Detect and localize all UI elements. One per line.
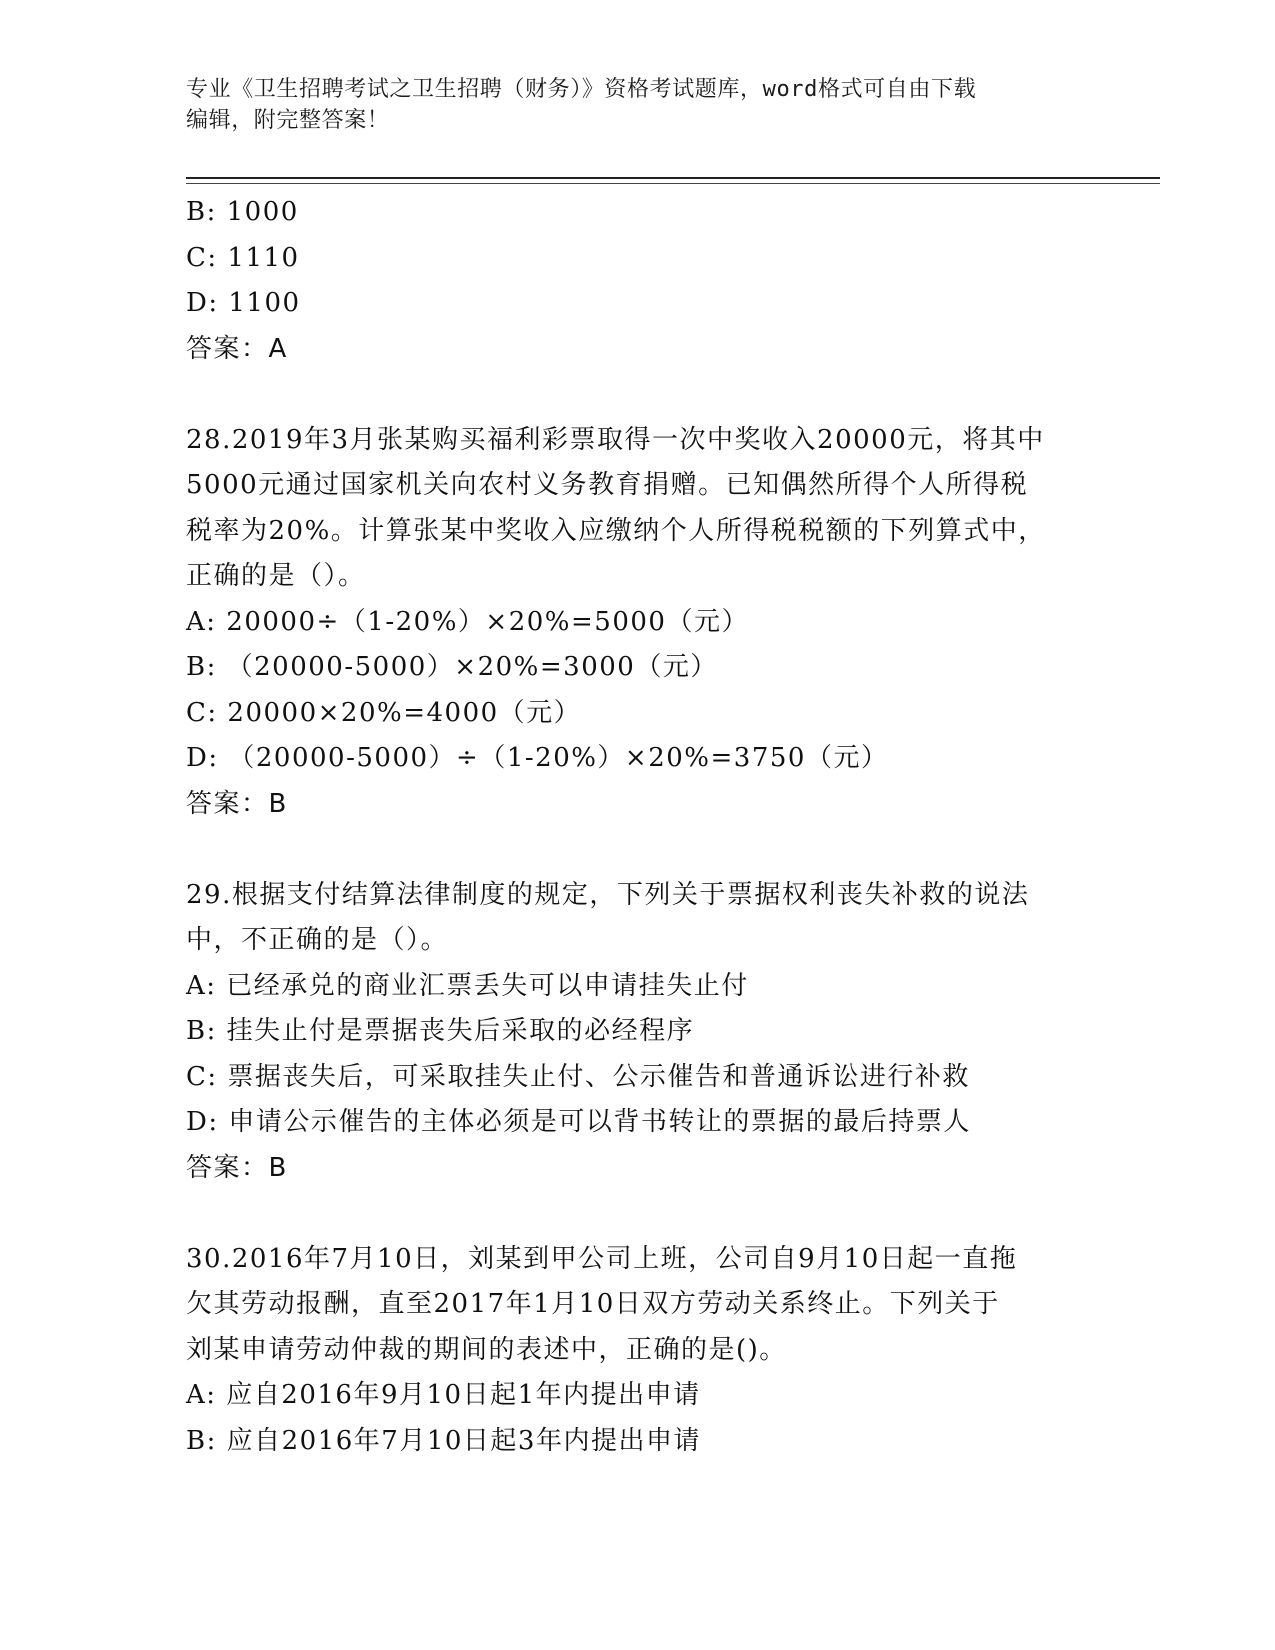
option-b: B: （20000-5000）×20%=3000（元） xyxy=(186,652,718,682)
question-text-line: 中，不正确的是（）。 xyxy=(186,925,449,955)
question-text-line: 正确的是（）。 xyxy=(186,561,366,591)
question-text-line: 税率为20%。计算张某中奖收入应缴纳个人所得税税额的下列算式中， xyxy=(186,515,1046,546)
question-text-line: 28.2019年3月张某购买福利彩票取得一次中奖收入20000元，将其中 xyxy=(186,424,1045,455)
option-d: D: 1100 xyxy=(186,288,301,318)
option-d: D: （20000-5000）÷（1-20%）×20%=3750（元） xyxy=(186,743,889,773)
question-29 xyxy=(186,873,1086,1192)
option-c: C: 1110 xyxy=(186,242,300,273)
question-30 xyxy=(186,1237,1086,1465)
option-a: A: 应自2016年9月10日起1年内提出申请 xyxy=(186,1380,701,1410)
option-b: B: 应自2016年7月10日起3年内提出申请 xyxy=(186,1425,701,1456)
question-text-line: 30.2016年7月10日，刘某到甲公司上班，公司自9月10日起一直拖 xyxy=(186,1243,1018,1274)
option-c: C: 票据丧失后，可采取挂失止付、公示催告和普通诉讼进行补救 xyxy=(186,1061,970,1092)
answer-line: 答案：B xyxy=(186,1152,288,1183)
header-line-2: 编辑，附完整答案！ xyxy=(186,108,390,133)
option-d: D: 申请公示催告的主体必须是可以背书转让的票据的最后持票人 xyxy=(186,1107,971,1137)
option-a: A: 已经承兑的商业汇票丢失可以申请挂失止付 xyxy=(186,970,749,1001)
option-b: B: 1000 xyxy=(186,197,299,227)
option-a: A: 20000÷（1-20%）×20%=5000（元） xyxy=(186,606,749,637)
document-body xyxy=(186,190,1086,1464)
header-rule-thick xyxy=(186,177,1160,179)
option-b: B: 挂失止付是票据丧失后采取的必经程序 xyxy=(186,1016,695,1046)
question-text-line: 欠其劳动报酬，直至2017年1月10日双方劳动关系终止。下列关于 xyxy=(186,1289,1000,1319)
document-header xyxy=(186,74,1066,136)
previous-question-tail xyxy=(186,190,1086,372)
question-text-line: 29.根据支付结算法律制度的规定，下列关于票据权利丧失补救的说法 xyxy=(186,879,1030,910)
question-28 xyxy=(186,418,1086,828)
header-rule-thin xyxy=(186,183,1160,184)
option-c: C: 20000×20%=4000（元） xyxy=(186,697,582,728)
header-line-1: 专业《卫生招聘考试之卫生招聘（财务）》资格考试题库，word格式可自由下载 xyxy=(186,77,977,102)
question-text-line: 刘某申请劳动仲裁的期间的表述中，正确的是()。 xyxy=(186,1334,787,1365)
answer-line: 答案：B xyxy=(186,788,288,819)
answer-line: 答案：A xyxy=(186,333,288,364)
question-text-line: 5000元通过国家机关向农村义务教育捐赠。已知偶然所得个人所得税 xyxy=(186,470,1029,500)
